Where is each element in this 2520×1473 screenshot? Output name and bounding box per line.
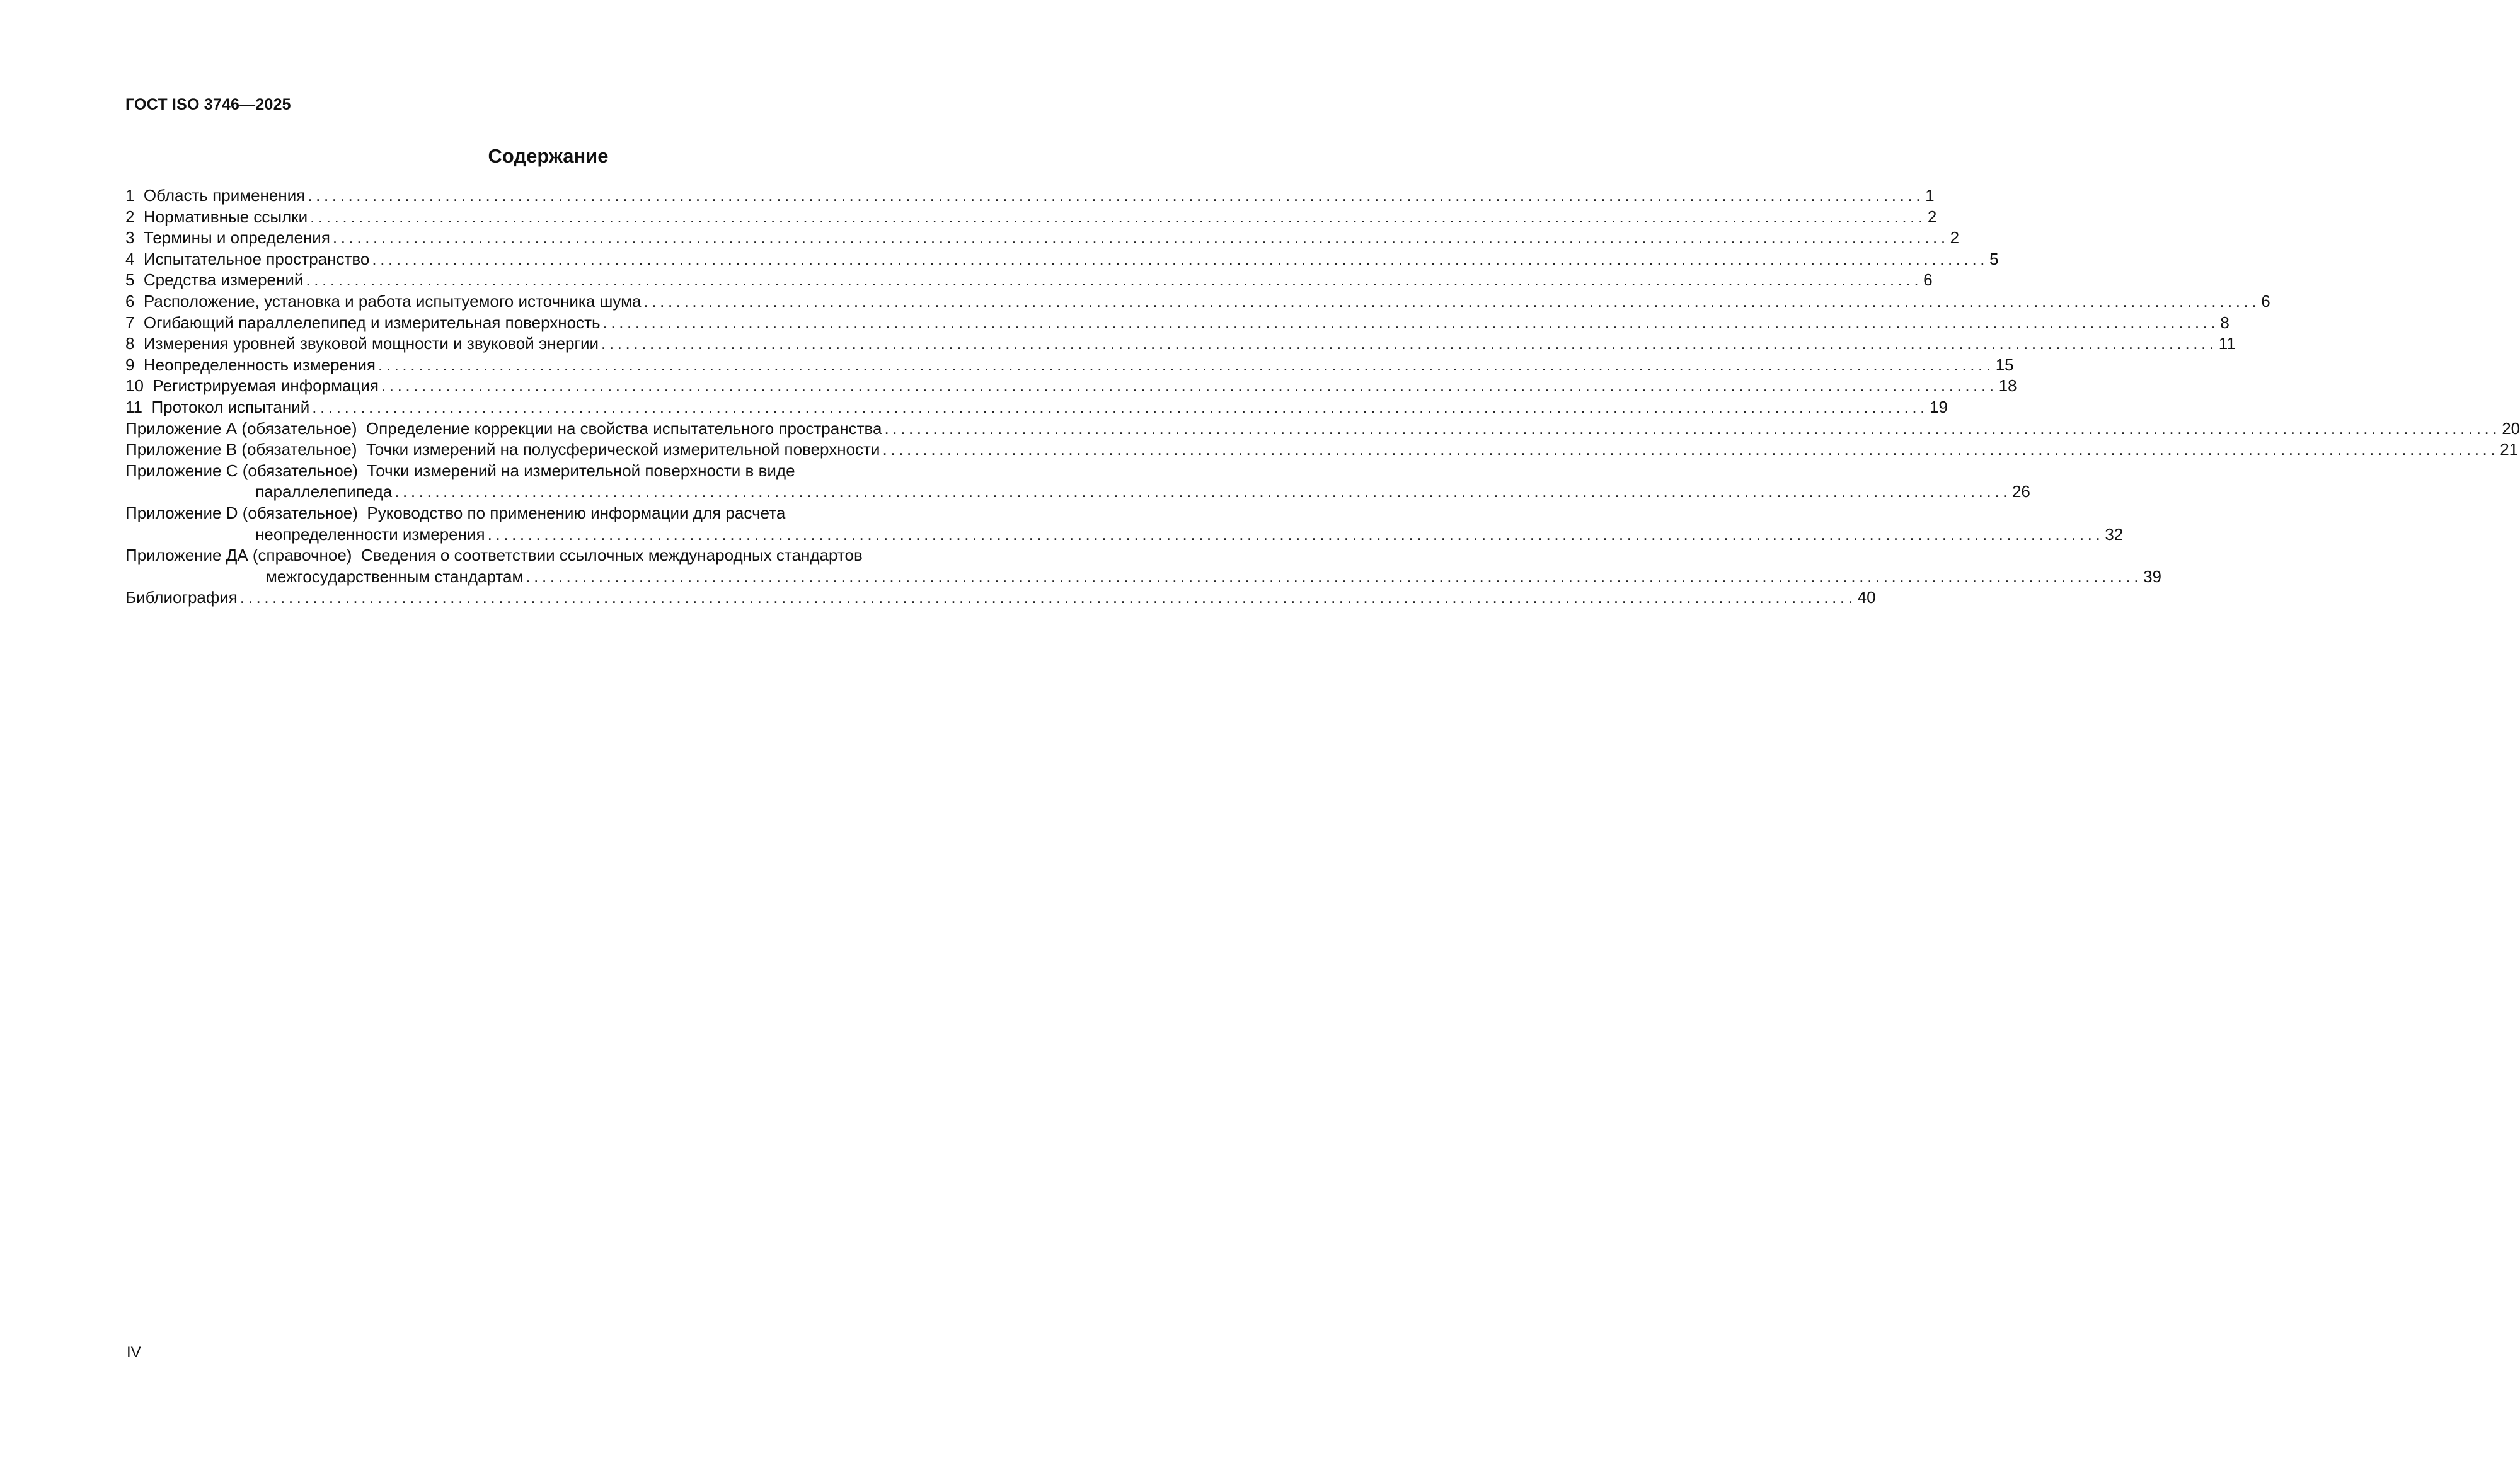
toc-page-number: 19 [1930, 397, 1948, 416]
toc-entry-3[interactable] [125, 227, 1960, 249]
toc-page-number: 21 [2500, 440, 2519, 459]
toc-entry-label: Приложение В (обязательное) Точки измерений на полусферической измерительной поверхности [125, 440, 880, 459]
toc-dot-leader: ........................................................................................................................................................................................................ [601, 334, 2218, 353]
toc-entry-label: 10 Регистрируемая информация [125, 376, 379, 396]
toc-page-number: 20 [2502, 418, 2520, 438]
toc-dot-leader: ........................................................................................................................................................................................................ [312, 397, 1929, 416]
toc-entry-annex-c[interactable] [125, 461, 2030, 503]
toc-dot-leader: ........................................................................................................................................................................................................ [239, 588, 1856, 607]
toc-entry-2[interactable] [125, 207, 1937, 228]
toc-entry-7[interactable] [125, 312, 2229, 334]
toc-entry-11[interactable] [125, 397, 1948, 418]
toc-entry-label-continuation: неопределенности измерения [255, 524, 485, 544]
toc-entry-label: 2 Нормативные ссылки [125, 207, 308, 226]
toc-entry-label: 8 Измерения уровней звуковой мощности и звуковой энергии [125, 334, 599, 353]
toc-page-number: 2 [1950, 228, 1960, 248]
toc-entry-label-continuation: межгосударственным стандартам [266, 566, 524, 586]
toc-dot-leader: ........................................................................................................................................................................................................ [643, 291, 2260, 311]
toc-entry-label: Приложение ДА (справочное) Сведения о соответствии ссылочных международных стандартов [125, 546, 863, 565]
toc-entry-label: Библиография [125, 588, 238, 607]
toc-dot-leader: ........................................................................................................................................................................................................ [526, 566, 2143, 586]
toc-entry-annex-da[interactable] [125, 545, 2161, 587]
toc-page-number: 15 [1995, 355, 2014, 374]
toc-entry-label: Приложение А (обязательное) Определение коррекции на свойства испытательного пространства [125, 418, 882, 438]
toc-dot-leader: ........................................................................................................................................................................................................ [377, 355, 1994, 374]
toc-entry-label: Приложение D (обязательное) Руководство по применению информации для расчета [125, 503, 786, 522]
toc-dot-leader: ........................................................................................................................................................................................................ [884, 418, 2501, 438]
toc-dot-leader: ........................................................................................................................................................................................................ [372, 249, 1989, 268]
toc-entry-annex-a[interactable] [125, 418, 2520, 440]
toc-entry-10[interactable] [125, 375, 2017, 397]
toc-entry-bibliography[interactable] [125, 587, 1876, 609]
toc-dot-leader: ........................................................................................................................................................................................................ [308, 186, 1925, 205]
toc-entry-label: 11 Протокол испытаний [125, 397, 310, 416]
toc-entry-label: 1 Область применения [125, 186, 306, 205]
toc-page-number: 5 [1989, 249, 1999, 268]
toc-entry-9[interactable] [125, 355, 2014, 376]
toc-entry-6[interactable] [125, 291, 2270, 312]
toc-entry-5[interactable] [125, 270, 1933, 291]
toc-entry-8[interactable] [125, 333, 2236, 355]
toc-dot-leader: ........................................................................................................................................................................................................ [306, 270, 1923, 290]
toc-title: Содержание [488, 145, 609, 167]
toc-entry-4[interactable] [125, 249, 1999, 270]
toc-page-number: 8 [2220, 312, 2229, 332]
toc-dot-leader: ........................................................................................................................................................................................................ [882, 440, 2499, 459]
toc-entry-label: 5 Средства измерений [125, 270, 304, 290]
toc-entry-label: 7 Огибающий параллелепипед и измерительная поверхность [125, 312, 601, 332]
toc-page-number: 40 [1857, 588, 1876, 607]
toc-page-number: 2 [1927, 207, 1937, 226]
toc-page-number: 39 [2143, 566, 2161, 586]
toc-page-number: 32 [2105, 524, 2124, 544]
toc-entry-label: Приложение С (обязательное) Точки измерений на измерительной поверхности в виде [125, 461, 795, 480]
toc-entry-label-continuation: параллелепипеда [255, 482, 393, 502]
toc-entry-annex-d[interactable] [125, 503, 2124, 545]
toc-page-number: 26 [2011, 482, 2030, 502]
toc-entry-label: 3 Термины и определения [125, 228, 330, 248]
toc-dot-leader: ........................................................................................................................................................................................................ [394, 482, 2011, 502]
toc-dot-leader: ........................................................................................................................................................................................................ [602, 312, 2219, 332]
table-of-contents [125, 185, 2520, 609]
toc-entry-label: 4 Испытательное пространство [125, 249, 370, 268]
toc-entry-label: 9 Неопределенность измерения [125, 355, 376, 374]
toc-entry-1[interactable] [125, 185, 1935, 207]
toc-dot-leader: ........................................................................................................................................................................................................ [487, 524, 2104, 544]
document-code: ГОСТ ISO 3746—2025 [125, 96, 291, 113]
toc-page-number: 1 [1925, 186, 1935, 205]
toc-dot-leader: ........................................................................................................................................................................................................ [310, 207, 1926, 226]
toc-page-number: 6 [2261, 291, 2270, 311]
toc-dot-leader: ........................................................................................................................................................................................................ [332, 228, 1949, 248]
toc-page-number: 11 [2218, 334, 2236, 353]
toc-entry-label: 6 Расположение, установка и работа испытуемого источника шума [125, 291, 642, 311]
toc-page-number: 6 [1923, 270, 1933, 290]
page-number: IV [127, 1344, 141, 1361]
toc-page-number: 18 [1998, 376, 2017, 396]
toc-dot-leader: ........................................................................................................................................................................................................ [381, 376, 1998, 396]
toc-entry-annex-b[interactable] [125, 439, 2519, 461]
